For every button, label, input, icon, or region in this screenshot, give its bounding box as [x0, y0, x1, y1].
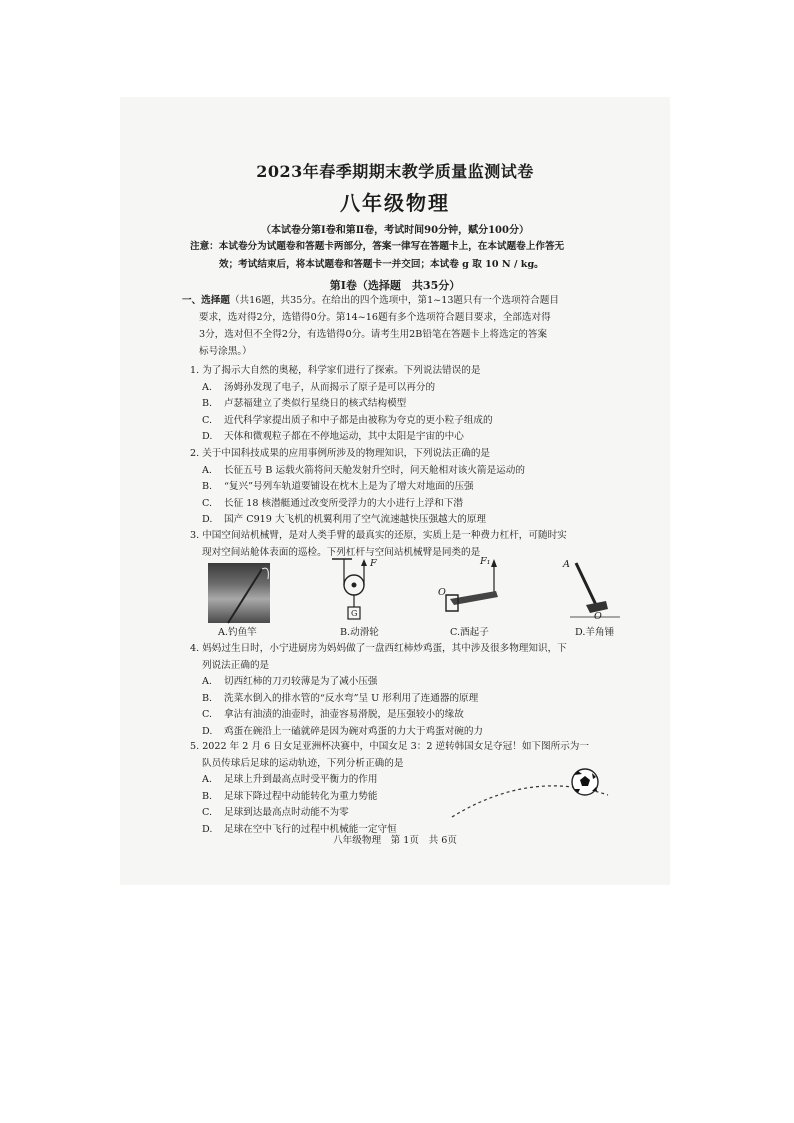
section-intro [182, 292, 644, 360]
notice-line-2: 效；考试结束后，将本试题卷和答题卡一并交回；本试卷 g 取 10 N / kg。 [219, 259, 544, 270]
hammer-handle [576, 563, 596, 605]
option-a: A. 足球上升到最高点时受平衡力的作用 [202, 774, 378, 785]
option-d: D. 足球在空中飞行的过程中机械能一定守恒 [202, 823, 397, 835]
option-c: C. 足球到达最高点时动能不为零 [202, 807, 349, 818]
label-a-hammer: A [563, 559, 570, 570]
section-heading: 一、选择题 [182, 295, 230, 306]
option-c: C. 拿沾有油渍的油壶时，油壶容易滑脱，是压强较小的缘故 [202, 709, 464, 720]
option-b: B. 足球下降过程中动能转化为重力势能 [202, 790, 378, 802]
exam-subtitle: （本试卷分第Ⅰ卷和第Ⅱ卷，考试时间90分钟，赋分100分） [261, 225, 529, 236]
intro-line-1: （共16题，共35分。在给出的四个选项中，第1~13题只有一个选项符合题目 [229, 295, 559, 306]
force-arrow [361, 559, 367, 566]
label-f1: F₁ [480, 556, 491, 567]
option-d: D. 鸡蛋在碗沿上一磕就碎是因为碗对鸡蛋的力大于鸡蛋对碗的力 [202, 725, 484, 737]
option-d: D. 天体和微观粒子都在不停地运动，其中太阳是宇宙的中心 [202, 431, 464, 442]
caption-b: B.动滑轮 [340, 627, 379, 638]
intro-line-4: 标号涂黑。） [199, 346, 252, 357]
option-c: C. 近代科学家提出质子和中子都是由被称为夸克的更小粒子组成的 [202, 414, 493, 426]
label-o-opener: O [438, 587, 446, 598]
option-d: D. 国产 C919 大飞机的机翼利用了空气流速越快压强越大的原理 [202, 514, 487, 525]
question-stem: 2. 关于中国科技成果的应用事例所涉及的物理知识，下列说法正确的是 [190, 448, 491, 459]
option-b: B. 卢瑟福建立了类似行星绕日的核式结构模型 [202, 398, 407, 409]
opener-handle [450, 591, 498, 605]
option-a: A. 长征五号 B 运载火箭将问天舱发射升空时，问天舱相对该火箭是运动的 [202, 464, 525, 476]
caption-a: A.钓鱼竿 [218, 627, 257, 638]
label-f: F [370, 558, 377, 569]
question-stem-line-2: 列说法正确的是 [202, 659, 270, 671]
caption-d: D.羊角锤 [575, 627, 615, 638]
notice-line-1: 本试卷分为试题卷和答题卡两部分，答案一律写在答题卡上，在本试题卷上作答无 [218, 241, 565, 252]
caption-c: C.酒起子 [450, 627, 489, 638]
intro-line-2: 要求，选对得2分，选错得0分。第14~16题有多个选项符合题目要求，全部选对得 [199, 312, 551, 323]
option-a: A. 切西红柿的刀刃较薄是为了减小压强 [202, 676, 378, 687]
label-g: G [351, 609, 358, 618]
question-1 [190, 363, 650, 446]
option-b: B. 洗菜水倒入的排水管的“反水弯”呈 U 形利用了连通器的原理 [202, 692, 479, 704]
option-b: B. “复兴”号列车轨道要铺设在枕木上是为了增大对地面的压强 [202, 481, 474, 492]
question-4 [190, 641, 650, 740]
question-stem: 1. 为了揭示大自然的奥秘，科学家们进行了探索。下列说法错误的是 [190, 365, 481, 376]
question-stem-line-2: 队员传球后足球的运动轨迹，下列分析正确的是 [202, 757, 404, 769]
f1-arrow-head [491, 559, 497, 567]
option-c: C. 长征 18 核潜艇通过改变所受浮力的大小进行上浮和下潜 [202, 497, 463, 509]
pulley-axle [352, 583, 357, 588]
question-stem-line-1: 5. 2022 年 2 月 6 日女足亚洲杯决赛中，中国女足 3：2 逆转韩国女足夺冠！如下图所示为一 [190, 741, 589, 752]
page-footer: 八年级物理 第 1页 共 6页 [333, 835, 457, 846]
question-stem-line-1: 3. 中国空间站机械臂，是对人类手臂的最真实的还原，实质上是一种费力杠杆，可随时实 [190, 530, 567, 541]
lever-figures [120, 555, 670, 635]
fishing-line [262, 568, 268, 579]
option-a: A. 汤姆孙发现了电子，从而揭示了原子是可以再分的 [202, 381, 436, 393]
exam-title: 2023年春季期期末教学质量监测试卷 [256, 162, 534, 181]
question-stem-line-1: 4. 妈妈过生日时，小宁进厨房为妈妈做了一盘西红柿炒鸡蛋，其中涉及很多物理知识，下 [190, 643, 567, 654]
question-stem-line-2: 现对空间站舱体表面的巡检。下列杠杆与空间站机械臂是同类的是 [202, 546, 481, 558]
subject-title: 八年级物理 [340, 191, 450, 215]
intro-line-3: 3分，选对但不全得2分，有选错得0分。请考生用2B铅笔在答题卡上将选定的答案 [199, 329, 548, 340]
section-title: 第Ⅰ卷（选择题 共35分） [329, 279, 461, 292]
soccer-ball-icon [572, 769, 598, 795]
question-2 [190, 446, 650, 529]
scanned-page [120, 97, 670, 885]
rod-line [228, 569, 262, 623]
ball-trajectory-figure [440, 765, 620, 825]
notice-block [190, 238, 638, 274]
notice-label: 注意： [190, 241, 219, 252]
label-o-hammer: O [594, 611, 602, 622]
